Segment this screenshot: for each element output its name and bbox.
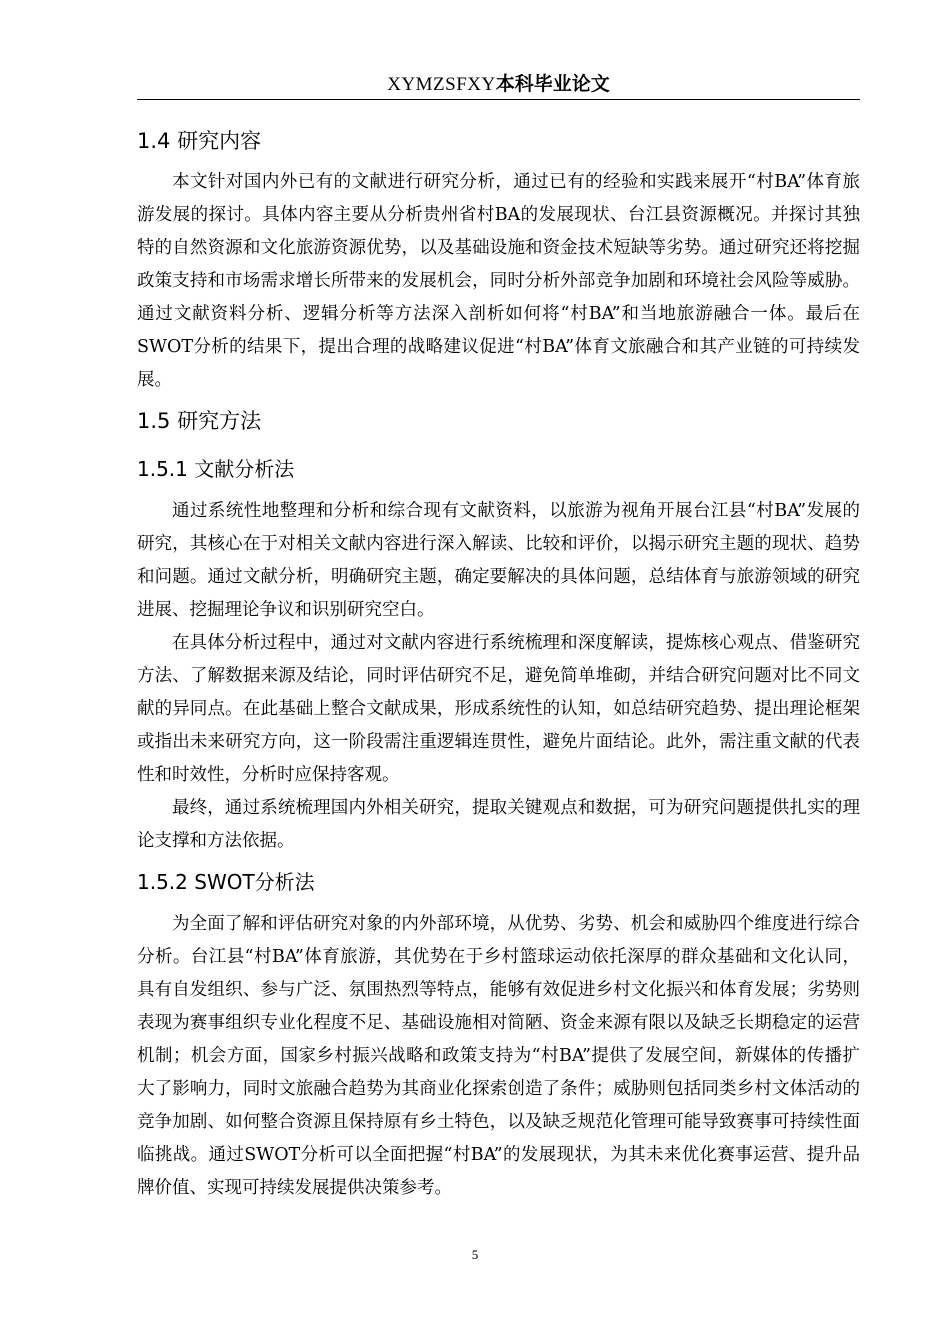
section-1-5-1-heading: 1.5.1 文献分析法 [137, 457, 295, 481]
section-1-4-heading: 1.4 研究内容 [137, 129, 262, 153]
section-1-5-heading: 1.5 研究方法 [137, 409, 262, 433]
section-1-5-2-heading: 1.5.2 SWOT分析法 [137, 870, 315, 894]
section-1-5-1-paragraph-3: 最终，通过系统梳理国内外相关研究，提取关键观点和数据，可为研究问题提供扎实的理论支撑和方法依据。 [137, 798, 860, 851]
header-latin: XYMZSFXY [387, 74, 496, 95]
running-header [137, 72, 860, 100]
section-1-5-1-paragraph-1: 通过系统性地整理和分析和综合现有文献资料，以旅游为视角开展台江县“村BA”发展的研究，其核心在于对相关文献内容进行深入解读、比较和评价，以揭示研究主题的现状、趋势和问题。通过文献分析，明确研究主题，确定要解决的具体问题，总结体育与旅游领域的研究进展、挖掘理论争议和识别研究空白。 [137, 501, 860, 620]
page-body [137, 126, 860, 1205]
section-1-5-2-paragraph: 为全面了解和评估研究对象的内外部环境，从优势、劣势、机会和威胁四个维度进行综合分析。台江县“村BA”体育旅游，其优势在于乡村篮球运动依托深厚的群众基础和文化认同，具有自发组织、参与广泛、氛围热烈等特点，能够有效促进乡村文化振兴和体育发展；劣势则表现为赛事组织专业化程度不足、基础设施相对简陋、资金来源有限以及缺乏长期稳定的运营机制；机会方面，国家乡村振兴战略和政策支持为“村BA”提供了发展空间，新媒体的传播扩大了影响力，同时文旅融合趋势为其商业化探索创造了条件；威胁则包括同类乡村文体活动的竞争加剧、如何整合资源且保持原有乡土特色，以及缺乏规范化管理可能导致赛事可持续性面临挑战。通过SWOT分析可以全面把握“村BA”的发展现状，为其未来优化赛事运营、提升品牌价值、实现可持续发展提供决策参考。 [137, 914, 860, 1198]
page-number: 5 [471, 1247, 479, 1262]
section-1-5-1-paragraph-2: 在具体分析过程中，通过对文献内容进行系统梳理和深度解读，提炼核心观点、借鉴研究方法、了解数据来源及结论，同时评估研究不足，避免简单堆砌，并结合研究问题对比不同文献的异同点。在此基础上整合文献成果，形成系统性的认知，如总结研究趋势、提出理论框架或指出未来研究方向，这一阶段需注重逻辑连贯性，避免片面结论。此外，需注重文献的代表性和时效性，分析时应保持客观。 [137, 633, 860, 785]
section-1-4-paragraph: 本文针对国内外已有的文献进行研究分析，通过已有的经验和实践来展开“村BA”体育旅游发展的探讨。具体内容主要从分析贵州省村BA的发展现状、台江县资源概况。并探讨其独特的自然资源和文化旅游资源优势，以及基础设施和资金技术短缺等劣势。通过研究还将挖掘政策支持和市场需求增长所带来的发展机会，同时分析外部竞争加剧和环境社会风险等威胁。通过文献资料分析、逻辑分析等方法深入剖析如何将“村BA”和当地旅游融合一体。最后在SWOT分析的结果下，提出合理的战略建议促进“村BA”体育文旅融合和其产业链的可持续发展。 [137, 172, 860, 390]
header-title: 本科毕业论文 [495, 73, 610, 95]
